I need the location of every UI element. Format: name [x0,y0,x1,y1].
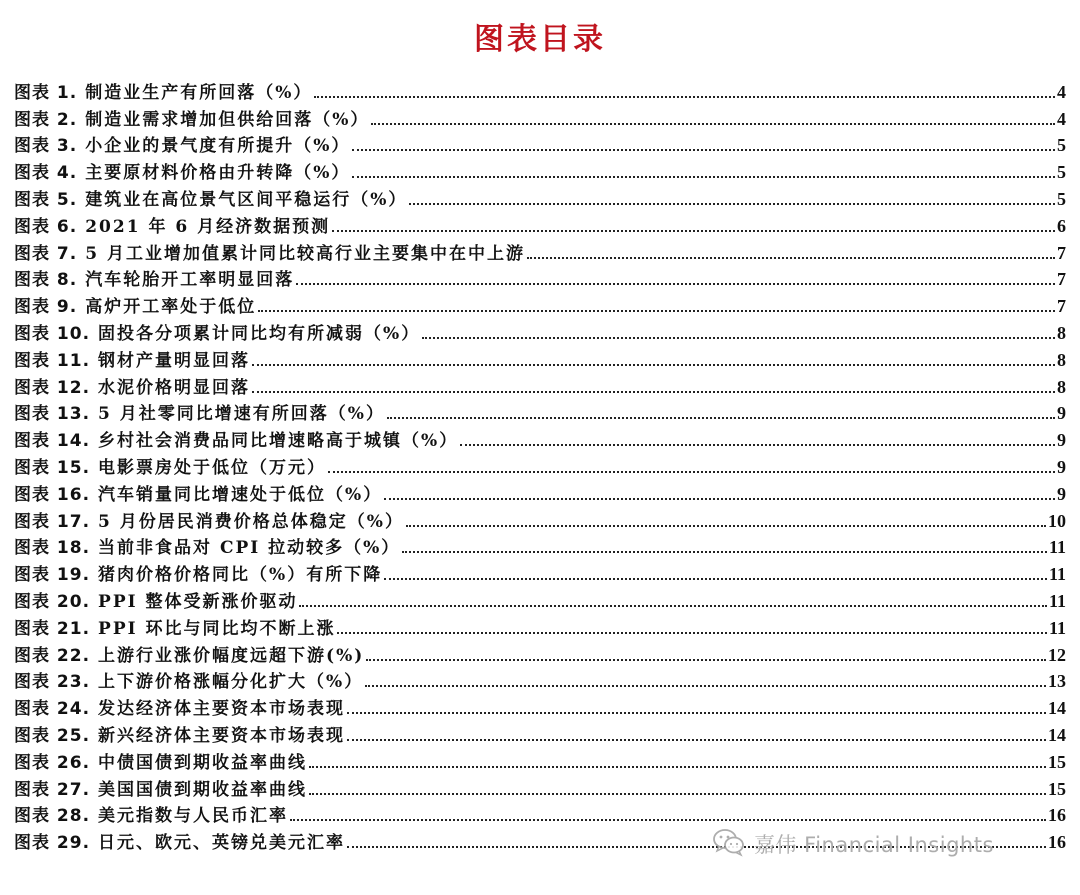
toc-entry[interactable] [14,264,1066,291]
toc-dot-leader [337,632,1047,634]
toc-page-number: 4 [1057,108,1066,129]
toc-page-number: 8 [1057,349,1066,370]
toc-entry-prefix: 图表 19. [14,565,91,586]
toc-entry-title: 汽车销量同比增速处于低位（%） [98,484,383,505]
toc-entry-title: 钢材产量明显回落 [98,350,251,371]
toc-dot-leader [460,444,1055,446]
toc-entry-title: 当前非食品对 CPI 拉动较多（%） [98,538,401,559]
toc-entry[interactable] [14,183,1066,210]
toc-entry-prefix: 图表 1. [14,82,78,103]
toc-entry-title: 制造业生产有所回落（%） [85,82,313,103]
toc-dot-leader [309,793,1046,795]
toc-entry[interactable] [14,371,1066,398]
toc-dot-leader [314,96,1055,98]
toc-entry-title: 电影票房处于低位（万元） [98,457,327,478]
toc-dot-leader [252,364,1055,366]
toc-entry[interactable] [14,558,1066,585]
toc-entry-prefix: 图表 22. [14,645,91,666]
toc-page-number: 8 [1057,322,1066,343]
toc-entry-title: 日元、欧元、英镑兑美元汇率 [98,833,346,854]
toc-entry-prefix: 图表 25. [14,725,91,746]
toc-page-number: 5 [1057,162,1066,183]
toc-dot-leader [387,417,1055,419]
toc-page-number: 6 [1057,215,1066,236]
toc-entry-prefix: 图表 9. [14,297,78,318]
toc-entry[interactable] [14,290,1066,317]
toc-entry[interactable] [14,585,1066,612]
toc-page-number: 5 [1057,188,1066,209]
toc-entry[interactable] [14,210,1066,237]
toc-page-number: 9 [1057,430,1066,451]
toc-page-number: 14 [1048,724,1066,745]
toc-entry-prefix: 图表 13. [14,404,91,425]
watermark-text: 嘉伟 Financial Insights [754,833,994,857]
toc-entry-title: 乡村社会消费品同比增速略高于城镇（%） [98,431,459,452]
toc-entry-title: 上下游价格涨幅分化扩大（%） [98,672,364,693]
toc-entry[interactable] [14,237,1066,264]
toc-entry[interactable] [14,344,1066,371]
toc-entry-prefix: 图表 24. [14,699,91,720]
toc-page-number: 16 [1048,805,1066,826]
toc-entry-title: 猪肉价格价格同比（%）有所下降 [98,565,383,586]
toc-entry-prefix: 图表 21. [14,618,91,639]
toc-entry[interactable] [14,692,1066,719]
toc-page-number: 11 [1048,564,1066,585]
toc-entry[interactable] [14,156,1066,183]
toc-page-number: 11 [1048,590,1066,611]
toc-dot-leader [328,471,1055,473]
toc-dot-leader [309,766,1046,768]
toc-entry-title: 5 月工业增加值累计同比较高行业主要集中在中上游 [85,243,525,264]
toc-entry[interactable] [14,773,1066,800]
toc-page-number: 15 [1048,778,1066,799]
toc-dot-leader [384,578,1047,580]
toc-page-number: 14 [1048,698,1066,719]
toc-entry-title: PPI 整体受新涨价驱动 [98,591,298,612]
toc-dot-leader [371,123,1055,125]
toc-entry-title: PPI 环比与同比均不断上涨 [98,618,336,639]
toc-dot-leader [409,203,1055,205]
toc-entry-title: 新兴经济体主要资本市场表现 [98,725,346,746]
toc-entry[interactable] [14,398,1066,425]
toc-entry-prefix: 图表 5. [14,189,78,210]
toc-page-number: 13 [1048,671,1066,692]
toc-page-number: 9 [1057,483,1066,504]
toc-entry-prefix: 图表 26. [14,752,91,773]
toc-entry-title: 美元指数与人民币汇率 [98,806,289,827]
toc-dot-leader [406,525,1046,527]
toc-dot-leader [366,659,1046,661]
toc-entry-prefix: 图表 29. [14,833,91,854]
page-title: 图表目录 [474,22,606,57]
toc-entry-title: 5 月社零同比增速有所回落（%） [98,404,385,425]
toc-entry[interactable] [14,826,1066,853]
toc-entry[interactable] [14,666,1066,693]
toc-page-number: 10 [1048,510,1066,531]
toc-entry-prefix: 图表 15. [14,457,91,478]
toc-page-number: 7 [1057,296,1066,317]
toc-page-number: 7 [1057,269,1066,290]
toc-page-number: 9 [1057,456,1066,477]
toc-entry-prefix: 图表 18. [14,538,91,559]
toc-entry-prefix: 图表 10. [14,323,91,344]
toc-entry-title: 固投各分项累计同比均有所减弱（%） [98,323,421,344]
toc-entry-prefix: 图表 27. [14,779,91,800]
toc-entry-prefix: 图表 16. [14,484,91,505]
toc-dot-leader [365,685,1046,687]
toc-dot-leader [347,712,1046,714]
toc-entry[interactable] [14,451,1066,478]
toc-page-number: 8 [1057,376,1066,397]
toc-entry[interactable] [14,424,1066,451]
toc-dot-leader [347,846,1046,848]
toc-entry-title: 发达经济体主要资本市场表现 [98,699,346,720]
toc-entry-prefix: 图表 17. [14,511,91,532]
toc-entry-title: 小企业的景气度有所提升（%） [85,136,351,157]
toc-entry[interactable] [14,76,1066,103]
toc-entry[interactable] [14,103,1066,130]
toc-entry-title: 建筑业在高位景气区间平稳运行（%） [85,189,408,210]
toc-list [14,76,1066,853]
toc-entry-prefix: 图表 23. [14,672,91,693]
toc-entry-title: 美国国债到期收益率曲线 [98,779,308,800]
toc-dot-leader [332,230,1055,232]
toc-entry[interactable] [14,532,1066,559]
toc-entry-title: 5 月份居民消费价格总体稳定（%） [98,511,404,532]
toc-entry[interactable] [14,719,1066,746]
toc-entry-title: 中债国债到期收益率曲线 [98,752,308,773]
toc-page-number: 7 [1057,242,1066,263]
toc-dot-leader [422,337,1055,339]
toc-entry-prefix: 图表 6. [14,216,78,237]
toc-page-number: 5 [1057,135,1066,156]
toc-dot-leader [290,819,1046,821]
toc-dot-leader [384,498,1055,500]
toc-entry[interactable] [14,505,1066,532]
toc-dot-leader [252,391,1055,393]
toc-entry[interactable] [14,612,1066,639]
toc-entry[interactable] [14,639,1066,666]
toc-entry-prefix: 图表 3. [14,136,78,157]
toc-entry-title: 水泥价格明显回落 [98,377,251,398]
toc-dot-leader [347,739,1046,741]
toc-page-number: 4 [1057,81,1066,102]
toc-entry-prefix: 图表 14. [14,431,91,452]
toc-entry-prefix: 图表 12. [14,377,91,398]
toc-entry-title: 2021 年 6 月经济数据预测 [85,216,331,237]
toc-page-number: 9 [1057,403,1066,424]
toc-page-number: 11 [1048,537,1066,558]
toc-entry-prefix: 图表 28. [14,806,91,827]
toc-entry-title: 主要原材料价格由升转降（%） [85,163,351,184]
toc-entry[interactable] [14,746,1066,773]
toc-entry-prefix: 图表 20. [14,591,91,612]
toc-page-number: 12 [1048,644,1066,665]
toc-entry-prefix: 图表 4. [14,163,78,184]
toc-entry-prefix: 图表 8. [14,270,78,291]
toc-dot-leader [527,257,1055,259]
toc-entry[interactable] [14,800,1066,827]
toc-entry-title: 汽车轮胎开工率明显回落 [85,270,295,291]
toc-dot-leader [352,149,1055,151]
toc-page-number: 16 [1048,832,1066,853]
toc-entry[interactable] [14,317,1066,344]
toc-page-number: 11 [1048,617,1066,638]
toc-dot-leader [258,310,1055,312]
toc-entry-prefix: 图表 2. [14,109,78,130]
toc-page-number: 15 [1048,751,1066,772]
toc-entry-prefix: 图表 7. [14,243,78,264]
toc-entry[interactable] [14,130,1066,157]
toc-entry[interactable] [14,478,1066,505]
toc-dot-leader [352,176,1055,178]
toc-entry-title: 上游行业涨价幅度远超下游(%) [98,645,365,666]
toc-entry-title: 高炉开工率处于低位 [85,297,257,318]
toc-dot-leader [299,605,1047,607]
toc-entry-title: 制造业需求增加但供给回落（%） [85,109,370,130]
toc-dot-leader [296,283,1055,285]
toc-dot-leader [402,551,1047,553]
toc-entry-prefix: 图表 11. [14,350,91,371]
